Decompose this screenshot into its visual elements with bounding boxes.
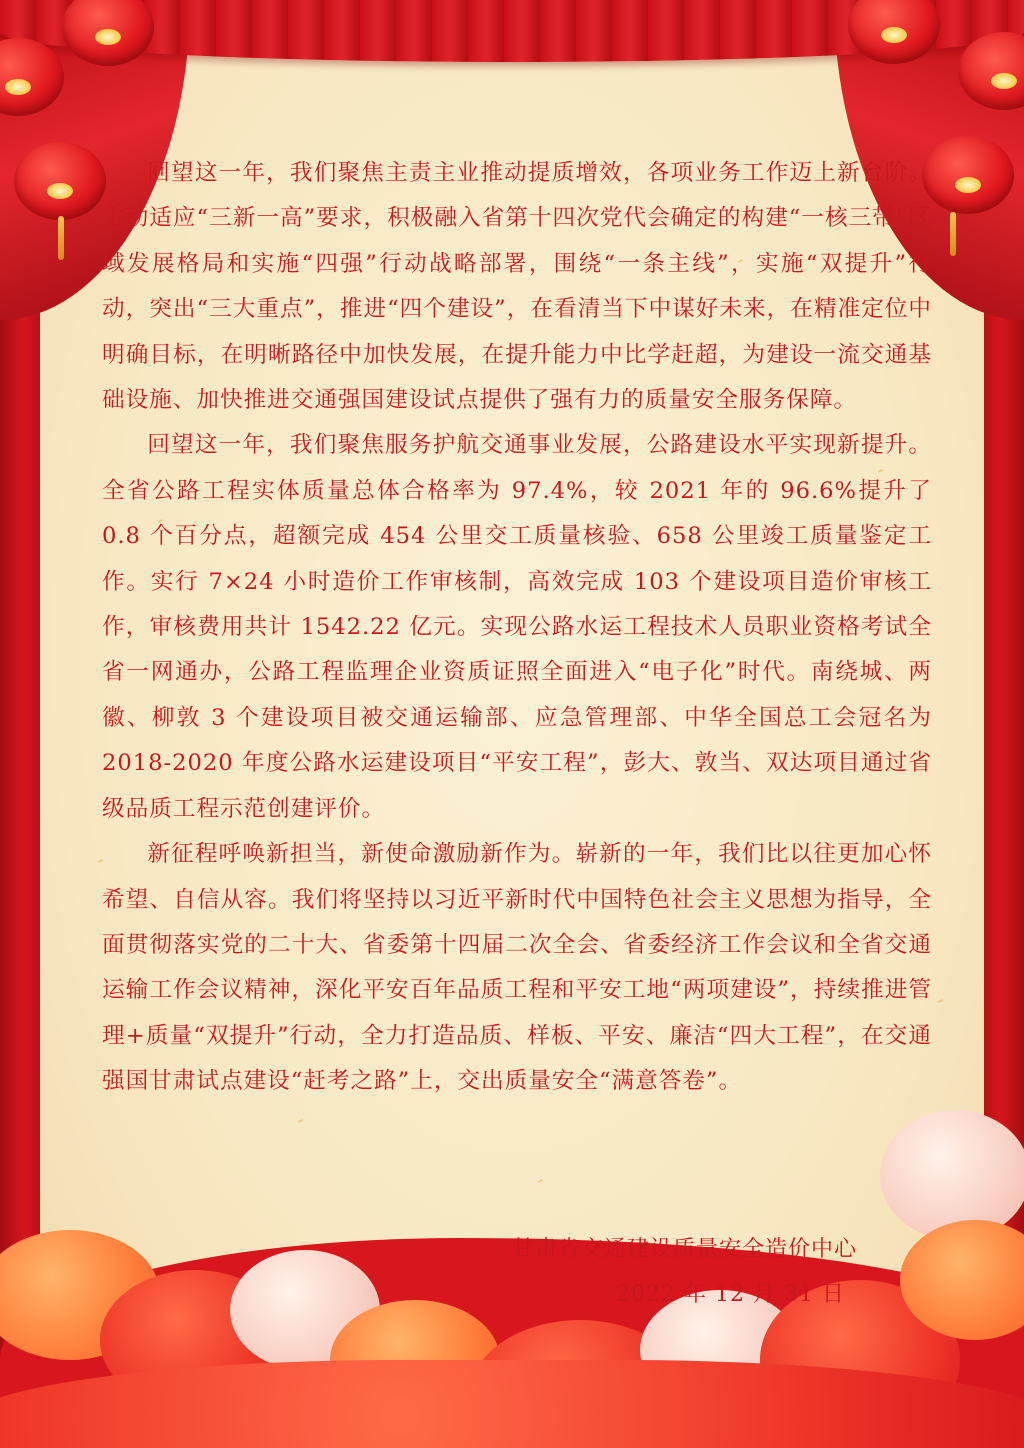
tassel-icon (58, 216, 64, 260)
lantern-icon (14, 142, 106, 220)
cloud-icon (880, 1110, 1024, 1240)
gold-fleck (298, 1119, 303, 1123)
cloud-icon (0, 1360, 1024, 1448)
paragraph-1: 回望这一年，我们聚焦主责主业推动提质增效，各项业务工作迈上新台阶。主动适应“三新一高”要求，积极融入省第十四次党代会确定的构建“一核三带”区域发展格局和实施“四强”行动战略部署，围绕“一条主线”，实施“双提升”行动，突出“三大重点”，推进“四个建设”，在看清当下中谋好未来，在精准定位中明确目标，在明晰路径中加快发展，在提升能力中比学赶超，为建设一流交通基础设施、加快推进交通强国建设试点提供了强有力的质量安全服务保障。 (102, 160, 932, 414)
gold-fleck (938, 999, 943, 1003)
tassel-icon (950, 212, 956, 256)
signature-date: 2022 年 12 月 31 日 (616, 1282, 845, 1307)
gold-fleck (538, 1179, 543, 1183)
lantern-icon (922, 136, 1014, 214)
paragraph-3: 新征程呼唤新担当，新使命激励新作为。崭新的一年，我们比以往更加心怀希望、自信从容。我们将坚持以习近平新时代中国特色社会主义思想为指导，全面贯彻落实党的二十大、省委第十四届二次全会、省委经济工作会议和全省交通运输工作会议精神，深化平安百年品质工程和平安工地“两项建设”，持续推进管理+质量“双提升”行动，全力打造品质、样板、平安、廉洁“四大工程”，在交通强国甘肃试点建设“赶考之路”上，交出质量安全“满意答卷”。 (102, 841, 932, 1095)
paragraph-2: 回望这一年，我们聚焦服务护航交通事业发展，公路建设水平实现新提升。全省公路工程实体质量总体合格率为 97.4%，较 2021 年的 96.6%提升了 0.8 个百分点，超额完成 454 公里交工质量核验、658 公里竣工质量鉴定工作。实行 7×24 小时造价工作审核制，高效完成 103 个建设项目造价审核工作，审核费用共计 1542.22 亿元。实现公路水运工程技术人员职业资格考试全省一网通办，公路工程监理企业资质证照全面进入“电子化”时代。南绕城、两徽、柳敦 3 个建设项目被交通运输部、应急管理部、中华全国总工会冠名为 2018-2020 年度公路水运建设项目“平安工程”，彭大、敦当、双达项目通过省级品质工程示范创建评价。 (102, 432, 932, 822)
signature-org: 甘肃省交通建设质量安全造价中心 (512, 1237, 858, 1262)
letter-body (102, 151, 932, 1105)
